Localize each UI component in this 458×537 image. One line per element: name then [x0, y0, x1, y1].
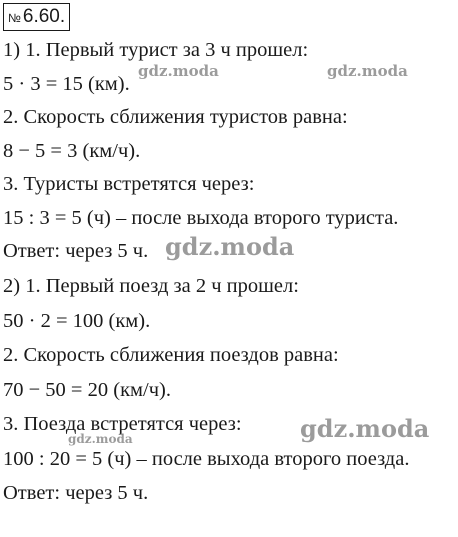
answer-line-1: Ответ: через 5 ч. — [3, 240, 149, 262]
solution-line-11: 3. Поезда встретятся через: — [3, 413, 242, 435]
solution-line-5: 3. Туристы встретятся через: — [3, 173, 255, 195]
watermark: gdz.moda — [300, 414, 430, 443]
solution-line-4: 8 − 5 = 3 (км/ч). — [3, 140, 141, 162]
solution-line-3: 2. Скорость сближения туристов равна: — [3, 106, 348, 128]
watermark: gdz.moda — [165, 232, 295, 261]
solution-line-1: 1) 1. Первый турист за 3 ч прошел: — [3, 39, 309, 61]
solution-line-7: 2) 1. Первый поезд за 2 ч прошел: — [3, 275, 299, 297]
solution-line-9: 2. Скорость сближения поездов равна: — [3, 344, 339, 366]
solution-line-12: 100 : 20 = 5 (ч) – после выхода второго поезда. — [3, 448, 410, 470]
watermark: gdz.moda — [68, 432, 133, 446]
watermark: gdz.moda — [327, 62, 408, 80]
solution-line-10: 70 − 50 = 20 (км/ч). — [3, 379, 171, 401]
solution-line-6: 15 : 3 = 5 (ч) – после выхода второго туриста. — [3, 207, 399, 229]
exercise-number-box — [3, 3, 70, 31]
number-sign: № — [8, 11, 21, 25]
answer-line-2: Ответ: через 5 ч. — [3, 482, 149, 504]
solution-line-8: 50 · 2 = 100 (км). — [3, 310, 151, 332]
watermark: gdz.moda — [138, 62, 219, 80]
exercise-number: 6.60. — [22, 6, 66, 27]
solution-line-2: 5 · 3 = 15 (км). — [3, 73, 130, 95]
